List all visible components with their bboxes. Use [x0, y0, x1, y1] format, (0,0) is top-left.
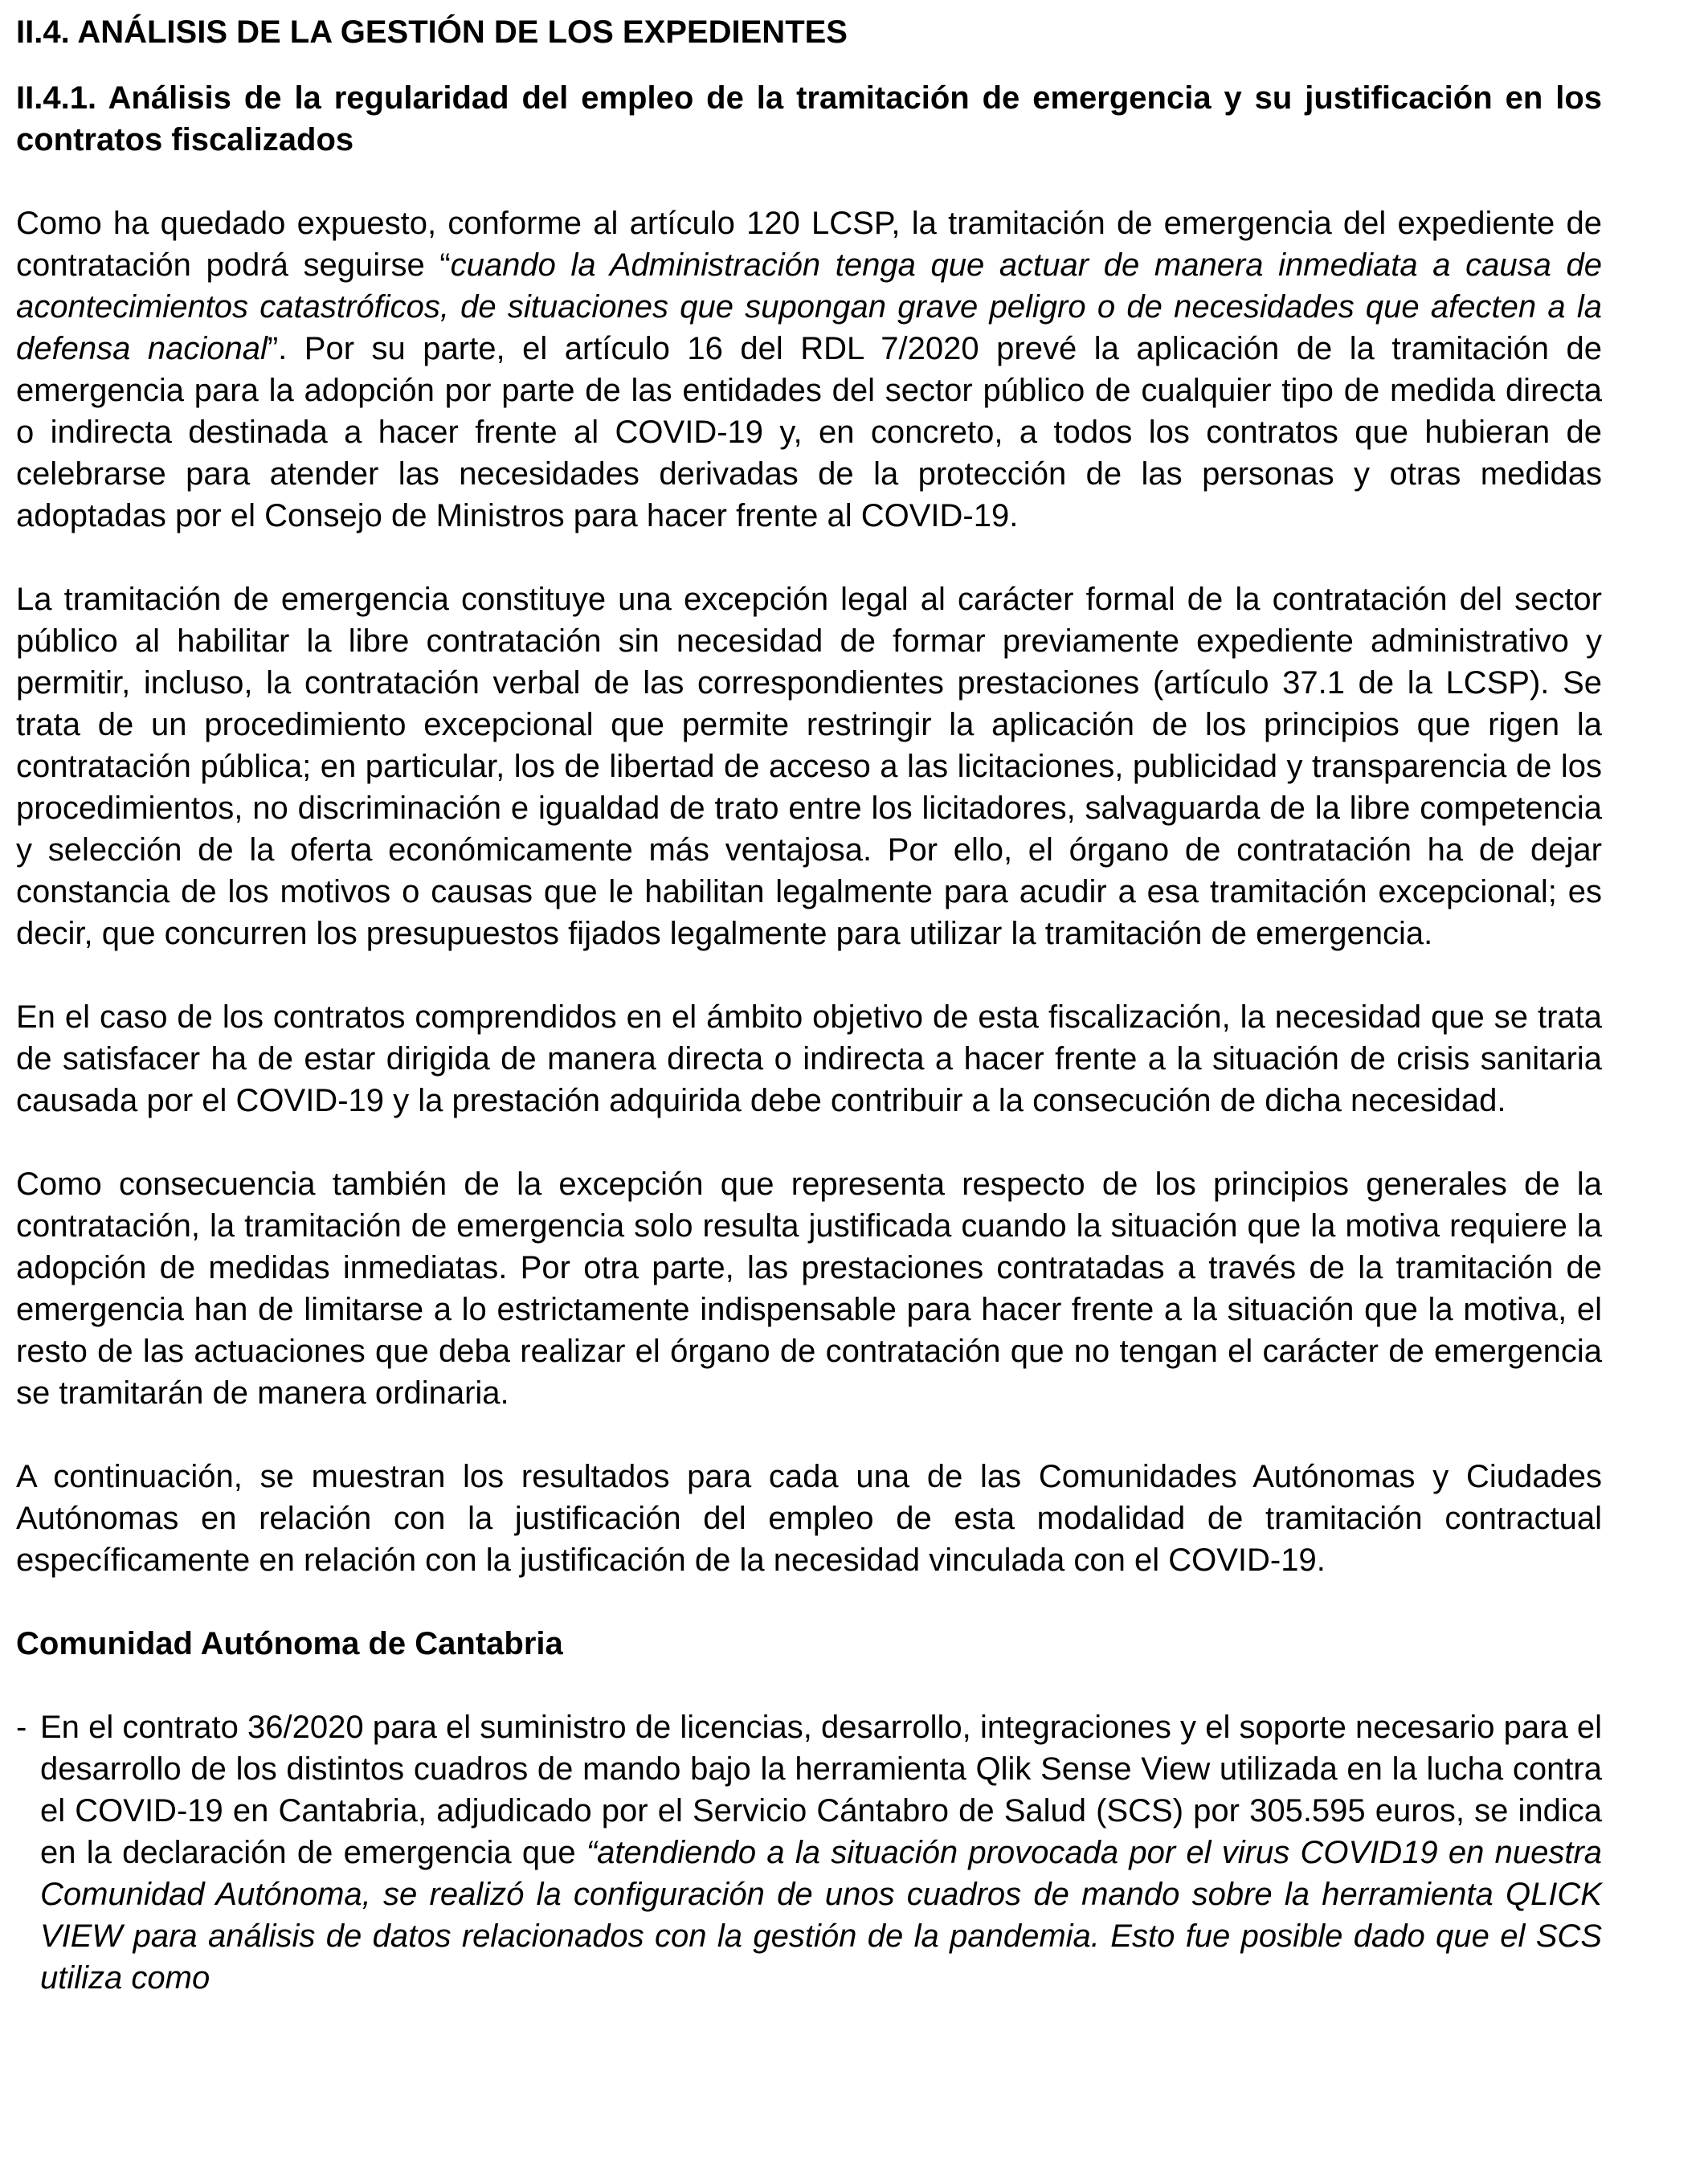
paragraph-article-120: [16, 202, 1602, 537]
document-page: [16, 11, 1602, 1999]
paragraph-text: ”. Por su parte, el artículo 16 del RDL 7/2020 prevé la aplicación de la tramitación de emergencia para la adopción por parte de las entidades del sector público de cualquier tipo de medida directa o indirecta destinada a hacer frente al COVID-19 y, en concreto, a todos los contratos que hubieran de celebrarse para atender las necesidades derivadas de la protección de las personas y otras medidas adoptadas por el Consejo de Ministros para hacer frente al COVID-19.: [16, 331, 1602, 533]
paragraph-text: Como ha quedado expuesto, conforme al artículo 120 LCSP, la tramitación de emergencia del expediente de contratación podrá seguirse “: [16, 206, 1602, 283]
section-title: II.4. ANÁLISIS DE LA GESTIÓN DE LOS EXPEDIENTES: [16, 14, 848, 50]
list-item-text: En el contrato 36/2020 para el suministro de licencias, desarrollo, integraciones y el soporte necesario para el desarrollo de los distintos cuadros de mando bajo la herramienta Qlik Sense View utilizada en la lucha contra el COVID-19 en Cantabria, adjudicado por el Servicio Cántabro de Salud (SCS) por 305.595 euros, se indica en la declaración de emergencia que: [40, 1710, 1602, 1870]
list-item: [16, 1706, 1602, 1999]
paragraph-immediate-measures: Como consecuencia también de la excepción que representa respecto de los principios generales de la contratación, la tramitación de emergencia solo resulta justificada cuando la situación que la motiva requiere la adopción de medidas inmediatas. Por otra parte, las prestaciones contratadas a través de la tramitación de emergencia han de limitarse a lo estrictamente indispensable para hacer frente a la situación que la motiva, el resto de las actuaciones que deba realizar el órgano de contratación que no tengan el carácter de emergencia se tramitarán de manera ordinaria.: [16, 1167, 1602, 1411]
list-item-quote: “atendiendo a la situación provocada por el virus COVID19 en nuestra Comunidad Autónoma, se realizó la configuración de unos cuadros de mando sobre la herramienta QLICK VIEW para análisis de datos relacionados con la gestión de la pandemia. Esto fue posible dado que el SCS utiliza como: [40, 1835, 1603, 1996]
findings-list: [16, 1706, 1602, 1999]
paragraph-scope: En el caso de los contratos comprendidos en el ámbito objetivo de esta fiscalización, la necesidad que se trata de satisfacer ha de estar dirigida de manera directa o indirecta a hacer frente a la situación de crisis sanitaria causada por el COVID-19 y la prestación adquirida debe contribuir a la consecución de dicha necesidad.: [16, 999, 1602, 1118]
paragraph-results-intro: A continuación, se muestran los resultados para cada una de las Comunidades Autónomas y Ciudades Autónomas en relación con la justificación del empleo de esta modalidad de tramitación contractual específicamente en relación con la justificación de la necesidad vinculada con el COVID-19.: [16, 1459, 1602, 1578]
bullet-dash: -: [16, 1710, 27, 1745]
subsection-title: II.4.1. Análisis de la regularidad del empleo de la tramitación de emergencia y su justificación en los contratos fiscalizados: [16, 80, 1602, 157]
legal-quote: cuando la Administración tenga que actuar de manera inmediata a causa de acontecimientos catastróficos, de situaciones que supongan grave peligro o de necesidades que afecten a la defensa nacional: [16, 247, 1602, 366]
region-heading: Comunidad Autónoma de Cantabria: [16, 1626, 563, 1661]
paragraph-emergency-exception: La tramitación de emergencia constituye una excepción legal al carácter formal de la contratación del sector público al habilitar la libre contratación sin necesidad de formar previamente expediente administrativo y permitir, incluso, la contratación verbal de las correspondientes prestaciones (artículo 37.1 de la LCSP). Se trata de un procedimiento excepcional que permite restringir la aplicación de los principios que rigen la contratación pública; en particular, los de libertad de acceso a las licitaciones, publicidad y transparencia de los procedimientos, no discriminación e igualdad de trato entre los licitadores, salvaguarda de la libre competencia y selección de la oferta económicamente más ventajosa. Por ello, el órgano de contratación ha de dejar constancia de los motivos o causas que le habilitan legalmente para acudir a esa tramitación excepcional; es decir, que concurren los presupuestos fijados legalmente para utilizar la tramitación de emergencia.: [16, 582, 1602, 951]
